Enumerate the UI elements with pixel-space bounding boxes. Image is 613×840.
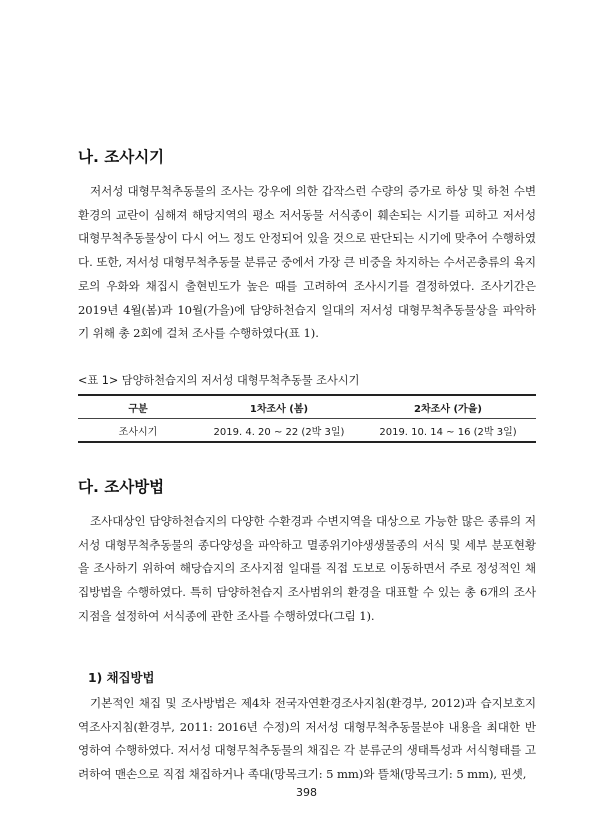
table-header-cell: 1차조사 (봄) (198, 395, 360, 419)
survey-method-paragraph: 조사대상인 담양하천습지의 다양한 수환경과 수변지역을 대상으로 가능한 많은 종류의 저서성 대형무척추동물의 종다양성을 파악하고 멸종위기야생생물종의 서식 및 세부 분포현황을 조사하기 위하여 해당습지의 조사지점 일대를 직접 도보로 이동하면서 주로 정성적인 채집방법을 수행하였다. 특히 담양하천습지 조사범위의 환경을 대표할 수 있는 총 6개의 조사지점을 설정하여 서식종에 관한 조사를 수행하였다(그림 1). (78, 514, 536, 623)
table-header-cell: 2차조사 (가을) (360, 395, 536, 419)
section-heading-survey-period: 나. 조사시기 (78, 148, 165, 166)
table-header-cell: 구분 (78, 395, 198, 419)
section-heading-survey-method: 다. 조사방법 (78, 478, 165, 496)
table-row (78, 419, 536, 443)
table-cell: 2019. 10. 14 ~ 16 (2박 3일) (360, 419, 536, 443)
table-cell: 조사시기 (78, 419, 198, 443)
table-caption: <표 1> 담양하천습지의 저서성 대형무척추동물 조사시기 (78, 374, 360, 387)
table-cell: 2019. 4. 20 ~ 22 (2박 3일) (198, 419, 360, 443)
table-header-row (78, 395, 536, 419)
collection-method-paragraph: 기본적인 채집 및 조사방법은 제4차 전국자연환경조사지침(환경부, 2012)과 습지보호지역조사지침(환경부, 2011: 2016년 수정)의 저서성 대형무척추동물분야 내용을 최대한 반영하여 수행하였다. 저서성 대형무척추동물의 채집은 각 분류군의 생태특성과 서식형태를 고려하여 맨손으로 직접 채집하거나 족대(망목크기: 5 mm)와 뜰채(망목크기: 5 mm), 핀셋, (78, 696, 536, 782)
subsection-heading-collection-method: 1) 채집방법 (88, 670, 155, 685)
survey-period-paragraph: 저서성 대형무척추동물의 조사는 강우에 의한 갑작스런 수량의 증가로 하상 및 하천 수변환경의 교란이 심해져 해당지역의 평소 저서동물 서식종이 훼손되는 시기를 피하고 저서성 대형무척추동물상이 다시 어느 정도 안정되어 있을 것으로 판단되는 시기에 맞추어 수행하였다. 또한, 저서성 대형무척추동물 분류군 중에서 가장 큰 비중을 차지하는 수서곤충류의 육지로의 우화와 채집시 출현빈도가 높은 때를 고려하여 조사시기를 결정하였다. 조사기간은 2019년 4월(봄)과 10월(가을)에 담양하천습지 일대의 저서성 대형무척추동물상을 파악하기 위해 총 2회에 걸쳐 조사를 수행하였다(표 1). (78, 184, 536, 341)
page-number: 398 (296, 786, 317, 799)
survey-period-table (78, 394, 536, 443)
